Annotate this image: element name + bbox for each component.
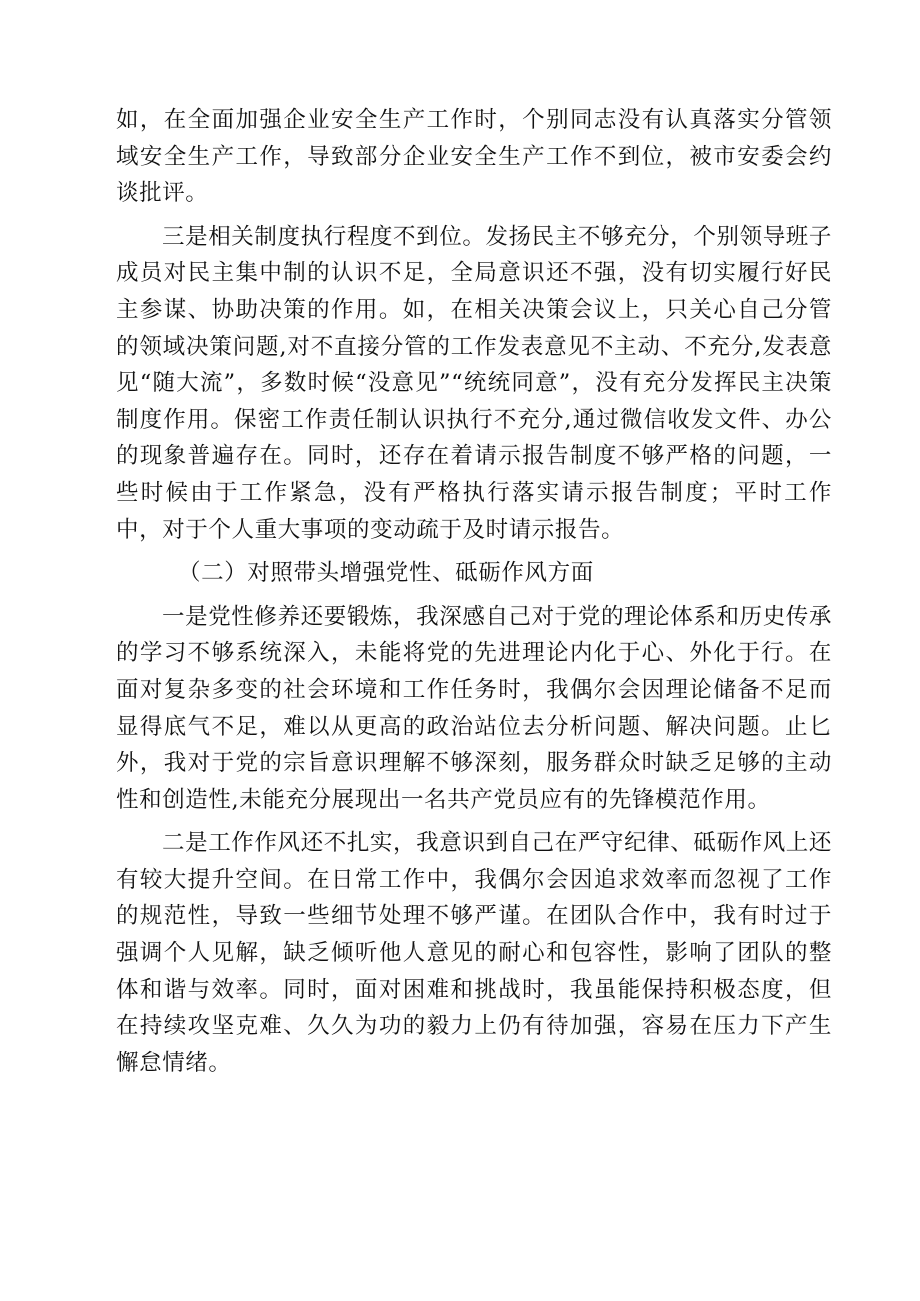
paragraph-continuation: 如，在全面加强企业安全生产工作时，个别同志没有认真落实分管领域安全生产工作，导致部分企业安全生产工作不到位，被市安委会约谈批评。 bbox=[116, 107, 832, 207]
section-heading: （二）对照带头增强党性、砥砺作风方面 bbox=[178, 560, 594, 587]
paragraph-work-style: 二是工作作风还不扎实，我意识到自己在严守纪律、砥砺作风上还有较大提升空间。在日常工作中，我偶尔会因追求效率而忽视了工作的规范性，导致一些细节处理不够严谨。在团队合作中，我有时过于强调个人见解，缺乏倾听他人意见的耐心和包容性，影响了团队的整体和谐与效率。同时，面对困难和挑战时，我虽能保持积极态度，但在持续攻坚克难、久久为功的毅力上仍有待加强，容易在压力下产生懈怠情绪。 bbox=[116, 830, 832, 1076]
paragraph-party-spirit: 一是党性修养还要锻炼，我深感自己对于党的理论体系和历史传承的学习不够系统深入，未能将党的先进理论内化于心、外化于行。在面对复杂多变的社会环境和工作任务时，我偶尔会因理论储备不足而显得底气不足，难以从更高的政治站位去分析问题、解决问题。止匕外，我对于党的宗旨意识理解不够深刻，服务群众时缺乏足够的主动性和创造性,未能充分展现出一名共产党员应有的先锋模范作用。 bbox=[116, 603, 832, 813]
paragraph-system-execution: 三是相关制度执行程度不到位。发扬民主不够充分，个别领导班子成员对民主集中制的认识不足，全局意识还不强，没有切实履行好民主参谋、协助决策的作用。如，在相关决策会议上，只关心自己分管的领域决策问题,对不直接分管的工作发表意见不主动、不充分,发表意见“随大流”，多数时候“没意见”“统统同意”，没有充分发挥民主决策制度作用。保密工作责任制认识执行不充分,通过微信收发文件、办公的现象普遍存在。同时，还存在着请示报告制度不够严格的问题，一些时候由于工作紧急，没有严格执行落实请示报告制度；平时工作中，对于个人重大事项的变动疏于及时请示报告。 bbox=[116, 223, 832, 543]
document-page bbox=[116, 102, 832, 1088]
